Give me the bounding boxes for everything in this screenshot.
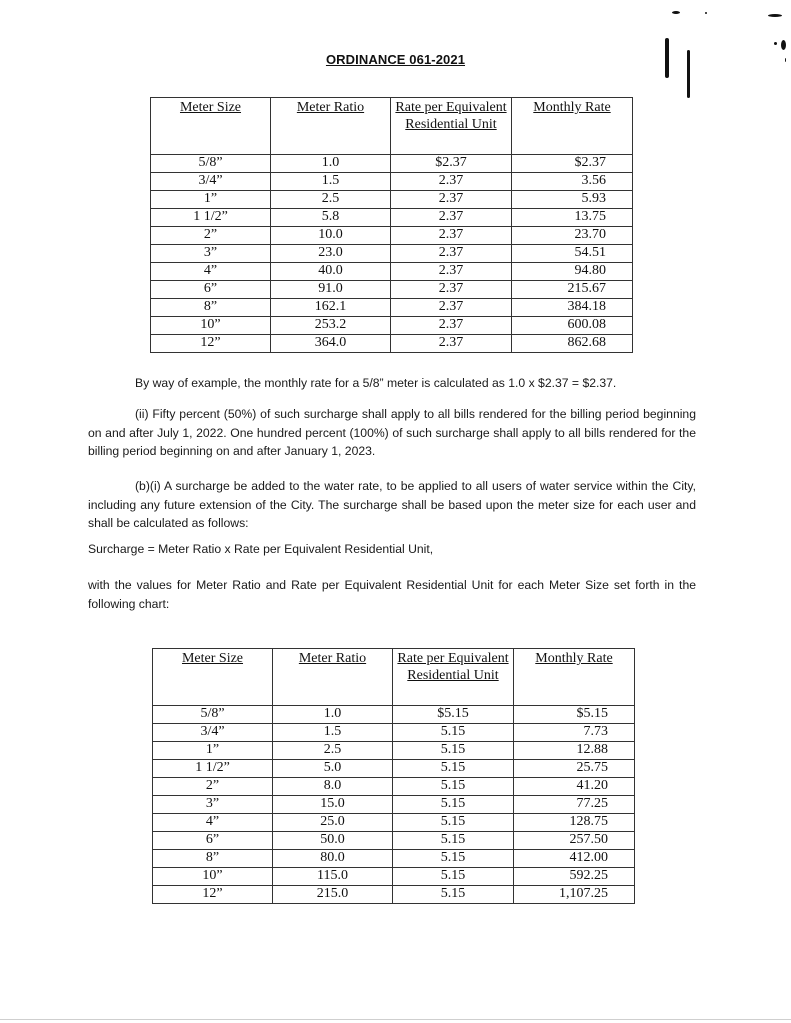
meter-size-cell: 3/4”: [151, 173, 271, 191]
monthly-rate-cell: 3.56: [512, 173, 633, 191]
monthly-rate-cell: 384.18: [512, 299, 633, 317]
meter-size-cell: 3/4”: [153, 724, 273, 742]
meter-size-cell: 1”: [151, 191, 271, 209]
table-row: [151, 227, 633, 245]
monthly-rate-cell: 257.50: [514, 832, 635, 850]
surcharge-formula: Surcharge = Meter Ratio x Rate per Equivalent Residential Unit,: [88, 542, 434, 556]
column-header-meter-size: Meter Size: [151, 98, 271, 155]
column-header-monthly-rate: Monthly Rate: [512, 98, 633, 155]
meter-size-cell: 4”: [151, 263, 271, 281]
meter-ratio-cell: 162.1: [271, 299, 391, 317]
table-row: [151, 335, 633, 353]
monthly-rate-cell: 5.93: [512, 191, 633, 209]
rate-per-eru-cell: 2.37: [391, 263, 512, 281]
chart-intro-paragraph: with the values for Meter Ratio and Rate per Equivalent Residential Unit for each Meter Size set forth in the following chart:: [88, 578, 696, 611]
rate-per-eru-cell: 5.15: [393, 796, 514, 814]
monthly-rate-cell: 592.25: [514, 868, 635, 886]
scan-speck: [687, 50, 690, 98]
scan-speck: [774, 42, 777, 45]
scan-speck: [781, 40, 786, 50]
rate-per-eru-cell: 5.15: [393, 832, 514, 850]
rate-per-eru-cell: 5.15: [393, 724, 514, 742]
rate-per-eru-cell: 2.37: [391, 317, 512, 335]
rate-per-eru-cell: 5.15: [393, 778, 514, 796]
monthly-rate-cell: 94.80: [512, 263, 633, 281]
meter-ratio-cell: 2.5: [273, 742, 393, 760]
meter-size-cell: 3”: [153, 796, 273, 814]
meter-ratio-cell: 23.0: [271, 245, 391, 263]
meter-size-cell: 2”: [151, 227, 271, 245]
column-header-monthly-rate: Monthly Rate: [514, 649, 635, 706]
monthly-rate-cell: 862.68: [512, 335, 633, 353]
table-row: [151, 191, 633, 209]
scan-edge-line: [0, 1019, 791, 1020]
meter-ratio-cell: 1.5: [271, 173, 391, 191]
monthly-rate-cell: 412.00: [514, 850, 635, 868]
table-row: [153, 778, 635, 796]
meter-size-cell: 10”: [151, 317, 271, 335]
meter-ratio-cell: 8.0: [273, 778, 393, 796]
meter-ratio-cell: 15.0: [273, 796, 393, 814]
scan-speck: [768, 14, 782, 17]
scan-speck: [705, 12, 707, 14]
monthly-rate-cell: 7.73: [514, 724, 635, 742]
meter-ratio-cell: 115.0: [273, 868, 393, 886]
meter-size-cell: 1”: [153, 742, 273, 760]
meter-size-cell: 1 1/2”: [153, 760, 273, 778]
monthly-rate-cell: $2.37: [512, 155, 633, 173]
meter-size-cell: 3”: [151, 245, 271, 263]
rate-per-eru-cell: 5.15: [393, 850, 514, 868]
meter-ratio-cell: 91.0: [271, 281, 391, 299]
rate-per-eru-cell: 2.37: [391, 191, 512, 209]
table-row: [153, 832, 635, 850]
rate-table-2: [152, 648, 635, 904]
meter-size-cell: 4”: [153, 814, 273, 832]
monthly-rate-cell: 12.88: [514, 742, 635, 760]
table-row: [153, 886, 635, 904]
monthly-rate-cell: 128.75: [514, 814, 635, 832]
table-row: [151, 209, 633, 227]
monthly-rate-cell: 13.75: [512, 209, 633, 227]
meter-ratio-cell: 5.0: [273, 760, 393, 778]
monthly-rate-cell: 600.08: [512, 317, 633, 335]
rate-per-eru-cell: 2.37: [391, 173, 512, 191]
meter-size-cell: 6”: [151, 281, 271, 299]
rate-per-eru-cell: 5.15: [393, 760, 514, 778]
meter-ratio-cell: 1.5: [273, 724, 393, 742]
meter-size-cell: 1 1/2”: [151, 209, 271, 227]
table-row: [151, 173, 633, 191]
monthly-rate-cell: 1,107.25: [514, 886, 635, 904]
paragraph-b-i: (b)(i) A surcharge be added to the water rate, to be applied to all users of water service within the City, including any future extension of the City. The surcharge shall be based upon the meter size for each user and shall be calculated as follows:: [88, 479, 696, 530]
rate-per-eru-cell: 2.37: [391, 281, 512, 299]
rate-per-eru-cell: 2.37: [391, 299, 512, 317]
ordinance-title: ORDINANCE 061-2021: [325, 52, 466, 67]
meter-ratio-cell: 5.8: [271, 209, 391, 227]
rate-per-eru-cell: 5.15: [393, 742, 514, 760]
table-row: [151, 263, 633, 281]
meter-ratio-cell: 1.0: [271, 155, 391, 173]
rate-per-eru-cell: 5.15: [393, 868, 514, 886]
column-header-meter-ratio: Meter Ratio: [273, 649, 393, 706]
monthly-rate-cell: 215.67: [512, 281, 633, 299]
meter-size-cell: 6”: [153, 832, 273, 850]
column-header-rate-per-eru: Rate per Equivalent Residential Unit: [393, 649, 514, 706]
meter-ratio-cell: 253.2: [271, 317, 391, 335]
table-body: [153, 706, 635, 904]
paragraph-ii: (ii) Fifty percent (50%) of such surcharge shall apply to all bills rendered for the billing period beginning on and after July 1, 2022. One hundred percent (100%) of such surcharge shall apply to all bills rendered for the billing period beginning on and after January 1, 2023.: [88, 407, 696, 458]
table-row: [153, 850, 635, 868]
meter-ratio-cell: 215.0: [273, 886, 393, 904]
table-row: [153, 760, 635, 778]
meter-ratio-cell: 2.5: [271, 191, 391, 209]
meter-ratio-cell: 10.0: [271, 227, 391, 245]
column-header-meter-ratio: Meter Ratio: [271, 98, 391, 155]
monthly-rate-cell: 41.20: [514, 778, 635, 796]
column-header-rate-per-eru: Rate per Equivalent Residential Unit: [391, 98, 512, 155]
table-row: [153, 796, 635, 814]
meter-ratio-cell: 80.0: [273, 850, 393, 868]
monthly-rate-cell: 25.75: [514, 760, 635, 778]
table-row: [153, 814, 635, 832]
meter-ratio-cell: 364.0: [271, 335, 391, 353]
table-row: [153, 724, 635, 742]
table-row: [151, 299, 633, 317]
meter-size-cell: 2”: [153, 778, 273, 796]
table-row: [153, 706, 635, 724]
rate-per-eru-cell: $5.15: [393, 706, 514, 724]
meter-size-cell: 12”: [151, 335, 271, 353]
scan-speck: [785, 58, 786, 62]
table-header-row: [151, 98, 633, 155]
meter-ratio-cell: 50.0: [273, 832, 393, 850]
table-row: [153, 742, 635, 760]
meter-size-cell: 5/8”: [151, 155, 271, 173]
monthly-rate-cell: $5.15: [514, 706, 635, 724]
rate-per-eru-cell: 2.37: [391, 227, 512, 245]
table-body: [151, 155, 633, 353]
rate-table-1: [150, 97, 633, 353]
table-row: [153, 868, 635, 886]
table-row: [151, 155, 633, 173]
meter-ratio-cell: 25.0: [273, 814, 393, 832]
rate-per-eru-cell: 2.37: [391, 245, 512, 263]
scan-speck: [672, 11, 680, 14]
meter-size-cell: 10”: [153, 868, 273, 886]
monthly-rate-cell: 54.51: [512, 245, 633, 263]
meter-ratio-cell: 1.0: [273, 706, 393, 724]
monthly-rate-cell: 23.70: [512, 227, 633, 245]
table-header-row: [153, 649, 635, 706]
monthly-rate-cell: 77.25: [514, 796, 635, 814]
rate-per-eru-cell: 5.15: [393, 814, 514, 832]
table-row: [151, 317, 633, 335]
rate-per-eru-cell: 5.15: [393, 886, 514, 904]
example-paragraph: By way of example, the monthly rate for a 5/8” meter is calculated as 1.0 x $2.37 = $2.37.: [135, 376, 617, 390]
meter-size-cell: 8”: [153, 850, 273, 868]
meter-size-cell: 5/8”: [153, 706, 273, 724]
meter-ratio-cell: 40.0: [271, 263, 391, 281]
meter-size-cell: 8”: [151, 299, 271, 317]
meter-size-cell: 12”: [153, 886, 273, 904]
rate-per-eru-cell: 2.37: [391, 335, 512, 353]
rate-per-eru-cell: $2.37: [391, 155, 512, 173]
scan-speck: [665, 38, 669, 78]
rate-per-eru-cell: 2.37: [391, 209, 512, 227]
column-header-meter-size: Meter Size: [153, 649, 273, 706]
table-row: [151, 245, 633, 263]
table-row: [151, 281, 633, 299]
